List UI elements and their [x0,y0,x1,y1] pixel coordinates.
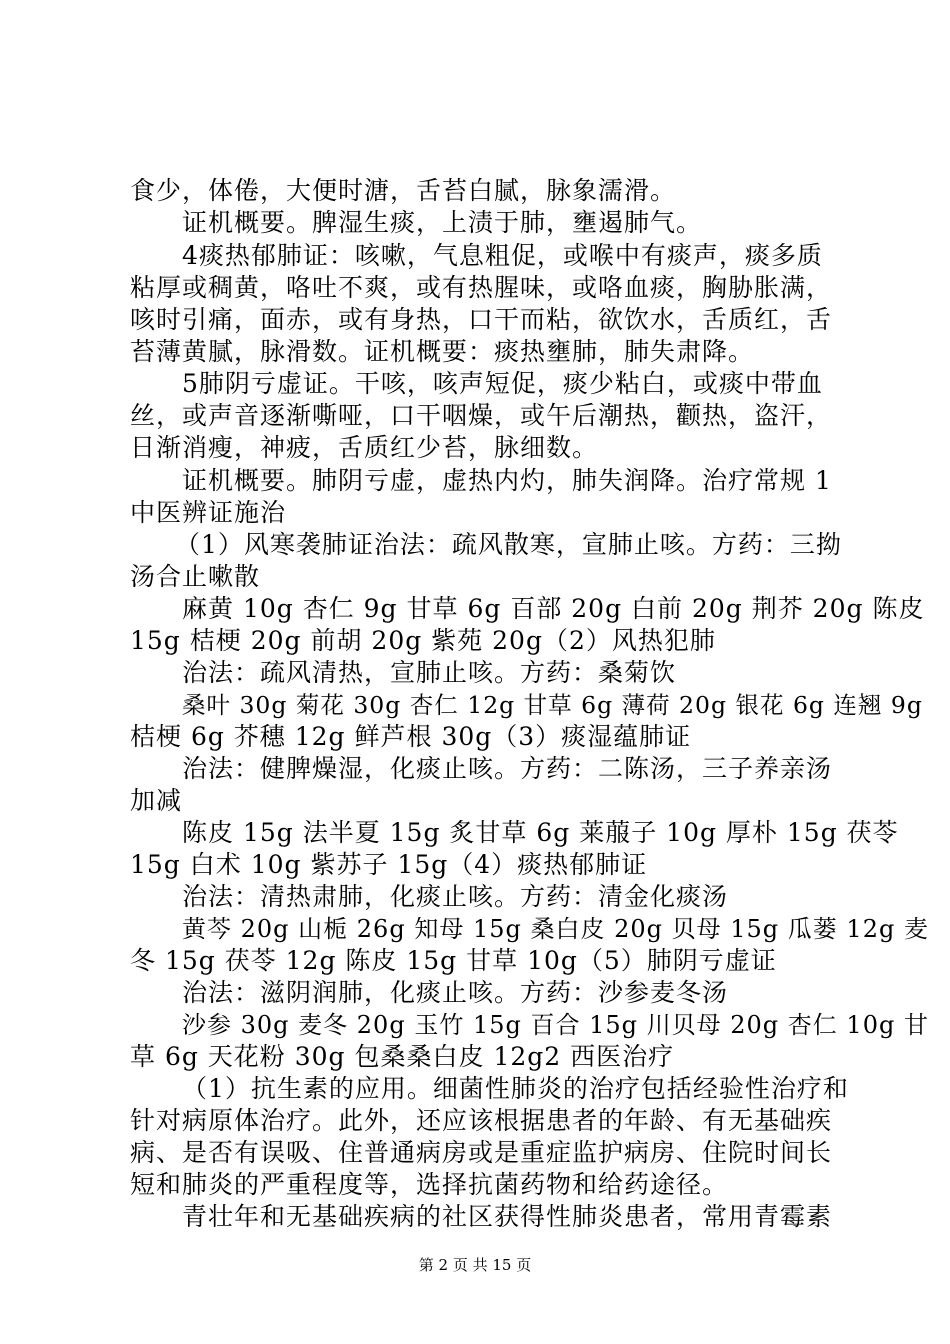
page-footer: 第 2 页 共 15 页 [418,1256,532,1274]
text-line: 治法：疏风清热，宣肺止咳。方药：桑菊饮 [182,658,677,687]
text-line: 粘厚或稠黄，咯吐不爽，或有热腥味，或咯血痰，胸胁胀满， [130,273,833,302]
text-line: 青壮年和无基础疾病的社区获得性肺炎患者，常用青霉素 [182,1202,833,1231]
text-line: 中医辨证施治 [130,498,287,527]
text-line: 日渐消瘦，神疲，舌质红少苔，脉细数。 [130,433,599,462]
text-line: 丝，或声音逐渐嘶哑，口干咽燥，或午后潮热，颧热，盗汗， [130,401,833,430]
text-line: 针对病原体治疗。此外，还应该根据患者的年龄、有无基础疾 [130,1106,833,1135]
text-line: 咳时引痛，面赤，或有身热，口干而粘，欲饮水，舌质红，舌 [130,305,833,334]
text-line: 治法：清热肃肺，化痰止咳。方药：清金化痰汤 [182,882,729,911]
text-line: 证机概要。肺阴亏虚，虚热内灼，肺失润降。治疗常规 1 [182,466,832,495]
text-line: 治法：健脾燥湿，化痰止咳。方药：二陈汤，三子养亲汤 [182,754,833,783]
text-line: 食少，体倦，大便时溏，舌苔白腻，脉象濡滑。 [130,176,677,205]
text-line: 15g 白术 10g 紫苏子 15g（4）痰热郁肺证 [130,850,648,879]
text-line: 加减 [130,786,183,815]
text-line: 冬 15g 茯苓 12g 陈皮 15g 甘草 10g（5）肺阴亏虚证 [130,946,777,975]
text-line: 短和肺炎的严重程度等，选择抗菌药物和给药途径。 [130,1170,729,1199]
text-line: 苔薄黄腻，脉滑数。证机概要：痰热壅肺，肺失肃降。 [130,337,755,366]
text-line: 草 6g 天花粉 30g 包桑桑白皮 12g2 西医治疗 [130,1042,675,1071]
text-line: 麻黄 10g 杏仁 9g 甘草 6g 百部 20g 白前 20g 荆芥 20g 陈皮 [182,594,925,623]
text-line: 证机概要。脾湿生痰，上渍于肺，壅遏肺气。 [182,208,703,237]
text-line: 黄芩 20g 山栀 26g 知母 15g 桑白皮 20g 贝母 15g 瓜蒌 12g 麦 [182,915,929,943]
text-line: （1）抗生素的应用。细菌性肺炎的治疗包括经验性治疗和 [182,1074,849,1103]
text-line: 桔梗 6g 芥穗 12g 鲜芦根 30g（3）痰湿蕴肺证 [130,722,692,751]
text-line: 5肺阴亏虚证。干咳，咳声短促，痰少粘白，或痰中带血 [182,369,823,398]
text-line: 沙参 30g 麦冬 20g 玉竹 15g 百合 15g 川贝母 20g 杏仁 10g 甘 [182,1011,929,1039]
text-line: 治法：滋阴润肺，化痰止咳。方药：沙参麦冬汤 [182,978,729,1007]
text-line: 陈皮 15g 法半夏 15g 炙甘草 6g 莱菔子 10g 厚朴 15g 茯苓 [182,818,899,847]
text-line: （1）风寒袭肺证治法：疏风散寒，宣肺止咳。方药：三拗 [175,530,842,559]
text-line: 15g 桔梗 20g 前胡 20g 紫苑 20g（2）风热犯肺 [130,626,716,655]
text-line: 病、是否有误吸、住普通病房或是重症监护病房、住院时间长 [130,1138,833,1167]
text-line: 4痰热郁肺证：咳嗽，气息粗促，或喉中有痰声，痰多质 [182,241,823,270]
text-line: 汤合止嗽散 [130,562,261,591]
text-line: 桑叶 30g 菊花 30g 杏仁 12g 甘草 6g 薄荷 20g 银花 6g 连翘 9g [182,691,923,719]
